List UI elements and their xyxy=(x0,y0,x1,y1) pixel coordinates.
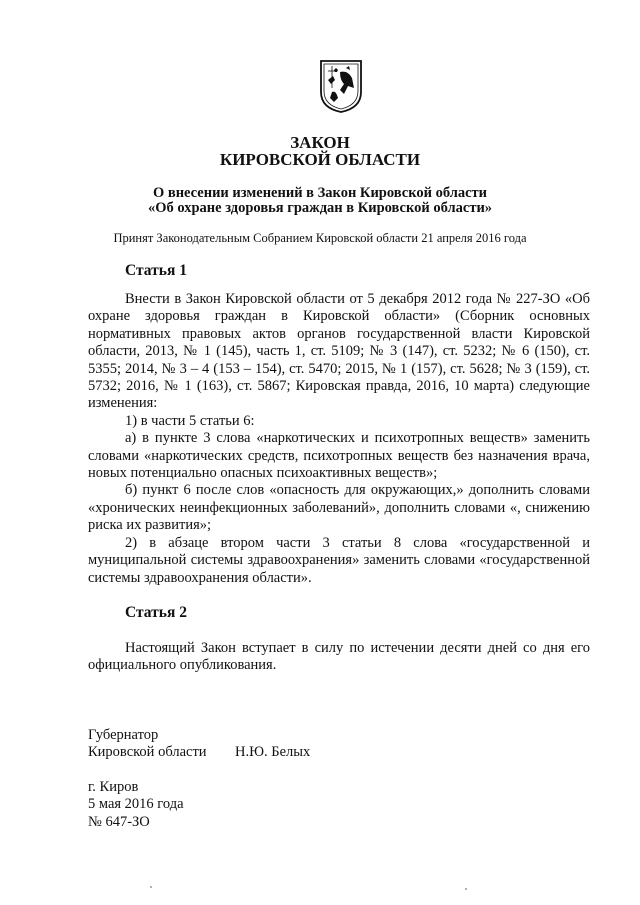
article1-paragraph: 2) в абзаце втором части 3 статьи 8 слова «государственной и муниципальной системы здравоохранения» заменить словами «государственной системы здравоохранения области». xyxy=(88,534,590,586)
scan-speck xyxy=(150,886,152,888)
signature-row xyxy=(88,744,488,761)
document-title-line1: ЗАКОН xyxy=(290,133,350,152)
article1-paragraph: б) пункт 6 после слов «опасность для окружающих,» дополнить словами «хронических неинфекционных заболеваний», дополнить словами «, снижению риска их развития»; xyxy=(88,482,590,534)
article2-body xyxy=(88,640,590,675)
article1-body xyxy=(88,291,590,587)
article2-heading: Статья 2 xyxy=(125,604,187,621)
document-title-line2: КИРОВСКОЙ ОБЛАСТИ xyxy=(219,150,421,169)
article1-heading: Статья 1 xyxy=(125,262,187,279)
article1-paragraph: а) в пункте 3 слова «наркотических и психотропных веществ» заменить словами «наркотических средств, психотропных веществ без назначения врача, новых потенциально опасных психоактивных веществ»; xyxy=(88,430,590,482)
document-footer xyxy=(88,779,184,831)
scan-speck xyxy=(465,888,467,890)
footer-number: № 647-ЗО xyxy=(88,813,150,830)
document-subtitle-line2: «Об охране здоровья граждан в Кировской области» xyxy=(147,200,493,216)
article1-paragraph: Внести в Закон Кировской области от 5 декабря 2012 года № 227-ЗО «Об охране здоровья граждан в Кировской области» (Сборник основных нормативных правовых актов органов государственной власти Кировской области, 2013, № 1 (145), часть 1, ст. 5109; № 3 (147), ст. 5232; № 6 (150), ст. 5355; 2014, № 3 – 4 (153 – 154), ст. 5470; 2015, № 1 (157), ст. 5628; № 3 (159), ст. 5732; 2016, № 1 (163), ст. 5867; Кировская правда, 2016, 10 марта) следующие изменения: xyxy=(88,291,590,412)
article1-paragraph: 1) в части 5 статьи 6: xyxy=(125,412,255,429)
footer-city: г. Киров xyxy=(88,779,139,795)
signature-position-line1: Губернатор xyxy=(88,727,159,743)
coat-of-arms-icon xyxy=(318,58,364,114)
signature-position-line2: Кировской области xyxy=(88,744,207,761)
signature-name: Н.Ю. Белых xyxy=(235,744,311,761)
adoption-note: Принят Законодательным Собранием Кировской области 21 апреля 2016 года xyxy=(113,231,527,245)
article2-paragraph: Настоящий Закон вступает в силу по истечении десяти дней со дня его официального опубликования. xyxy=(88,640,590,674)
footer-date: 5 мая 2016 года xyxy=(88,796,184,813)
document-subtitle-line1: О внесении изменений в Закон Кировской области xyxy=(152,185,488,201)
signature-block xyxy=(88,727,488,762)
